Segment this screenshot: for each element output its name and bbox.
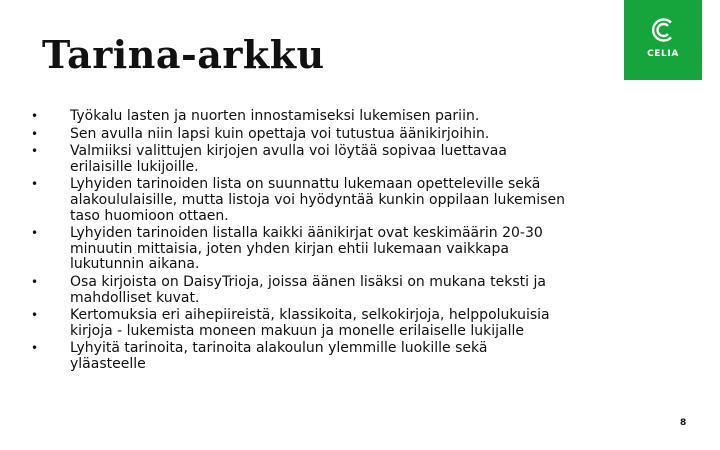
list-item-line: • Osa kirjoista on DaisyTrioja, joissa äänen lisäksi on mukana teksti ja <box>70 273 546 290</box>
list-item-line: minuutin mittaisia, joten yhden kirjan ehtii lukemaan vaikkapa <box>70 240 509 257</box>
list-item-line: • Sen avulla niin lapsi kuin opettaja voi tutustua äänikirjoihin. <box>70 125 490 142</box>
list-item <box>28 308 628 339</box>
celia-logo <box>624 0 702 80</box>
bullet-list <box>28 109 628 375</box>
list-item-line: lukutunnin aikana. <box>70 256 200 273</box>
list-item-line: erilaisille lukijoille. <box>70 158 199 175</box>
list-item-line: mahdolliset kuvat. <box>70 289 200 306</box>
list-item-line: • Valmiiksi valittujen kirjojen avulla voi löytää sopivaa luettavaa <box>70 143 507 160</box>
logo-text: CELIA <box>647 49 679 59</box>
list-item-line: yläasteelle <box>70 355 146 372</box>
list-item <box>28 144 628 175</box>
list-item-line: • Lyhyitä tarinoita, tarinoita alakoulun ylemmille luokille sekä <box>70 340 488 357</box>
list-item-line: taso huomioon ottaen. <box>70 207 229 224</box>
list-item-line: kirjoja - lukemista moneen makuun ja monelle erilaiselle lukijalle <box>70 322 524 339</box>
list-item <box>28 177 628 224</box>
list-item-line: • Lyhyiden tarinoiden listalla kaikki äänikirjat ovat keskimäärin 20-30 <box>70 225 543 242</box>
list-item-line: alakoululaisille, mutta listoja voi hyödyntää kunkin oppilaan lukemisen <box>70 191 565 208</box>
list-item <box>28 226 628 273</box>
page-number: 8 <box>680 418 687 428</box>
list-item <box>28 275 628 306</box>
slide-title: Tarina-arkku <box>42 32 325 77</box>
list-item <box>28 127 628 143</box>
list-item-line: • Kertomuksia eri aihepiireistä, klassikoita, selkokirjoja, helppolukuisia <box>70 307 550 324</box>
list-item <box>28 341 628 372</box>
celia-c-icon <box>650 17 676 43</box>
list-item <box>28 109 628 125</box>
list-item-line: • Lyhyiden tarinoiden lista on suunnattu lukemaan opetteleville sekä <box>70 176 541 193</box>
list-item-line: • Työkalu lasten ja nuorten innostamiseksi lukemisen pariin. <box>70 108 480 124</box>
